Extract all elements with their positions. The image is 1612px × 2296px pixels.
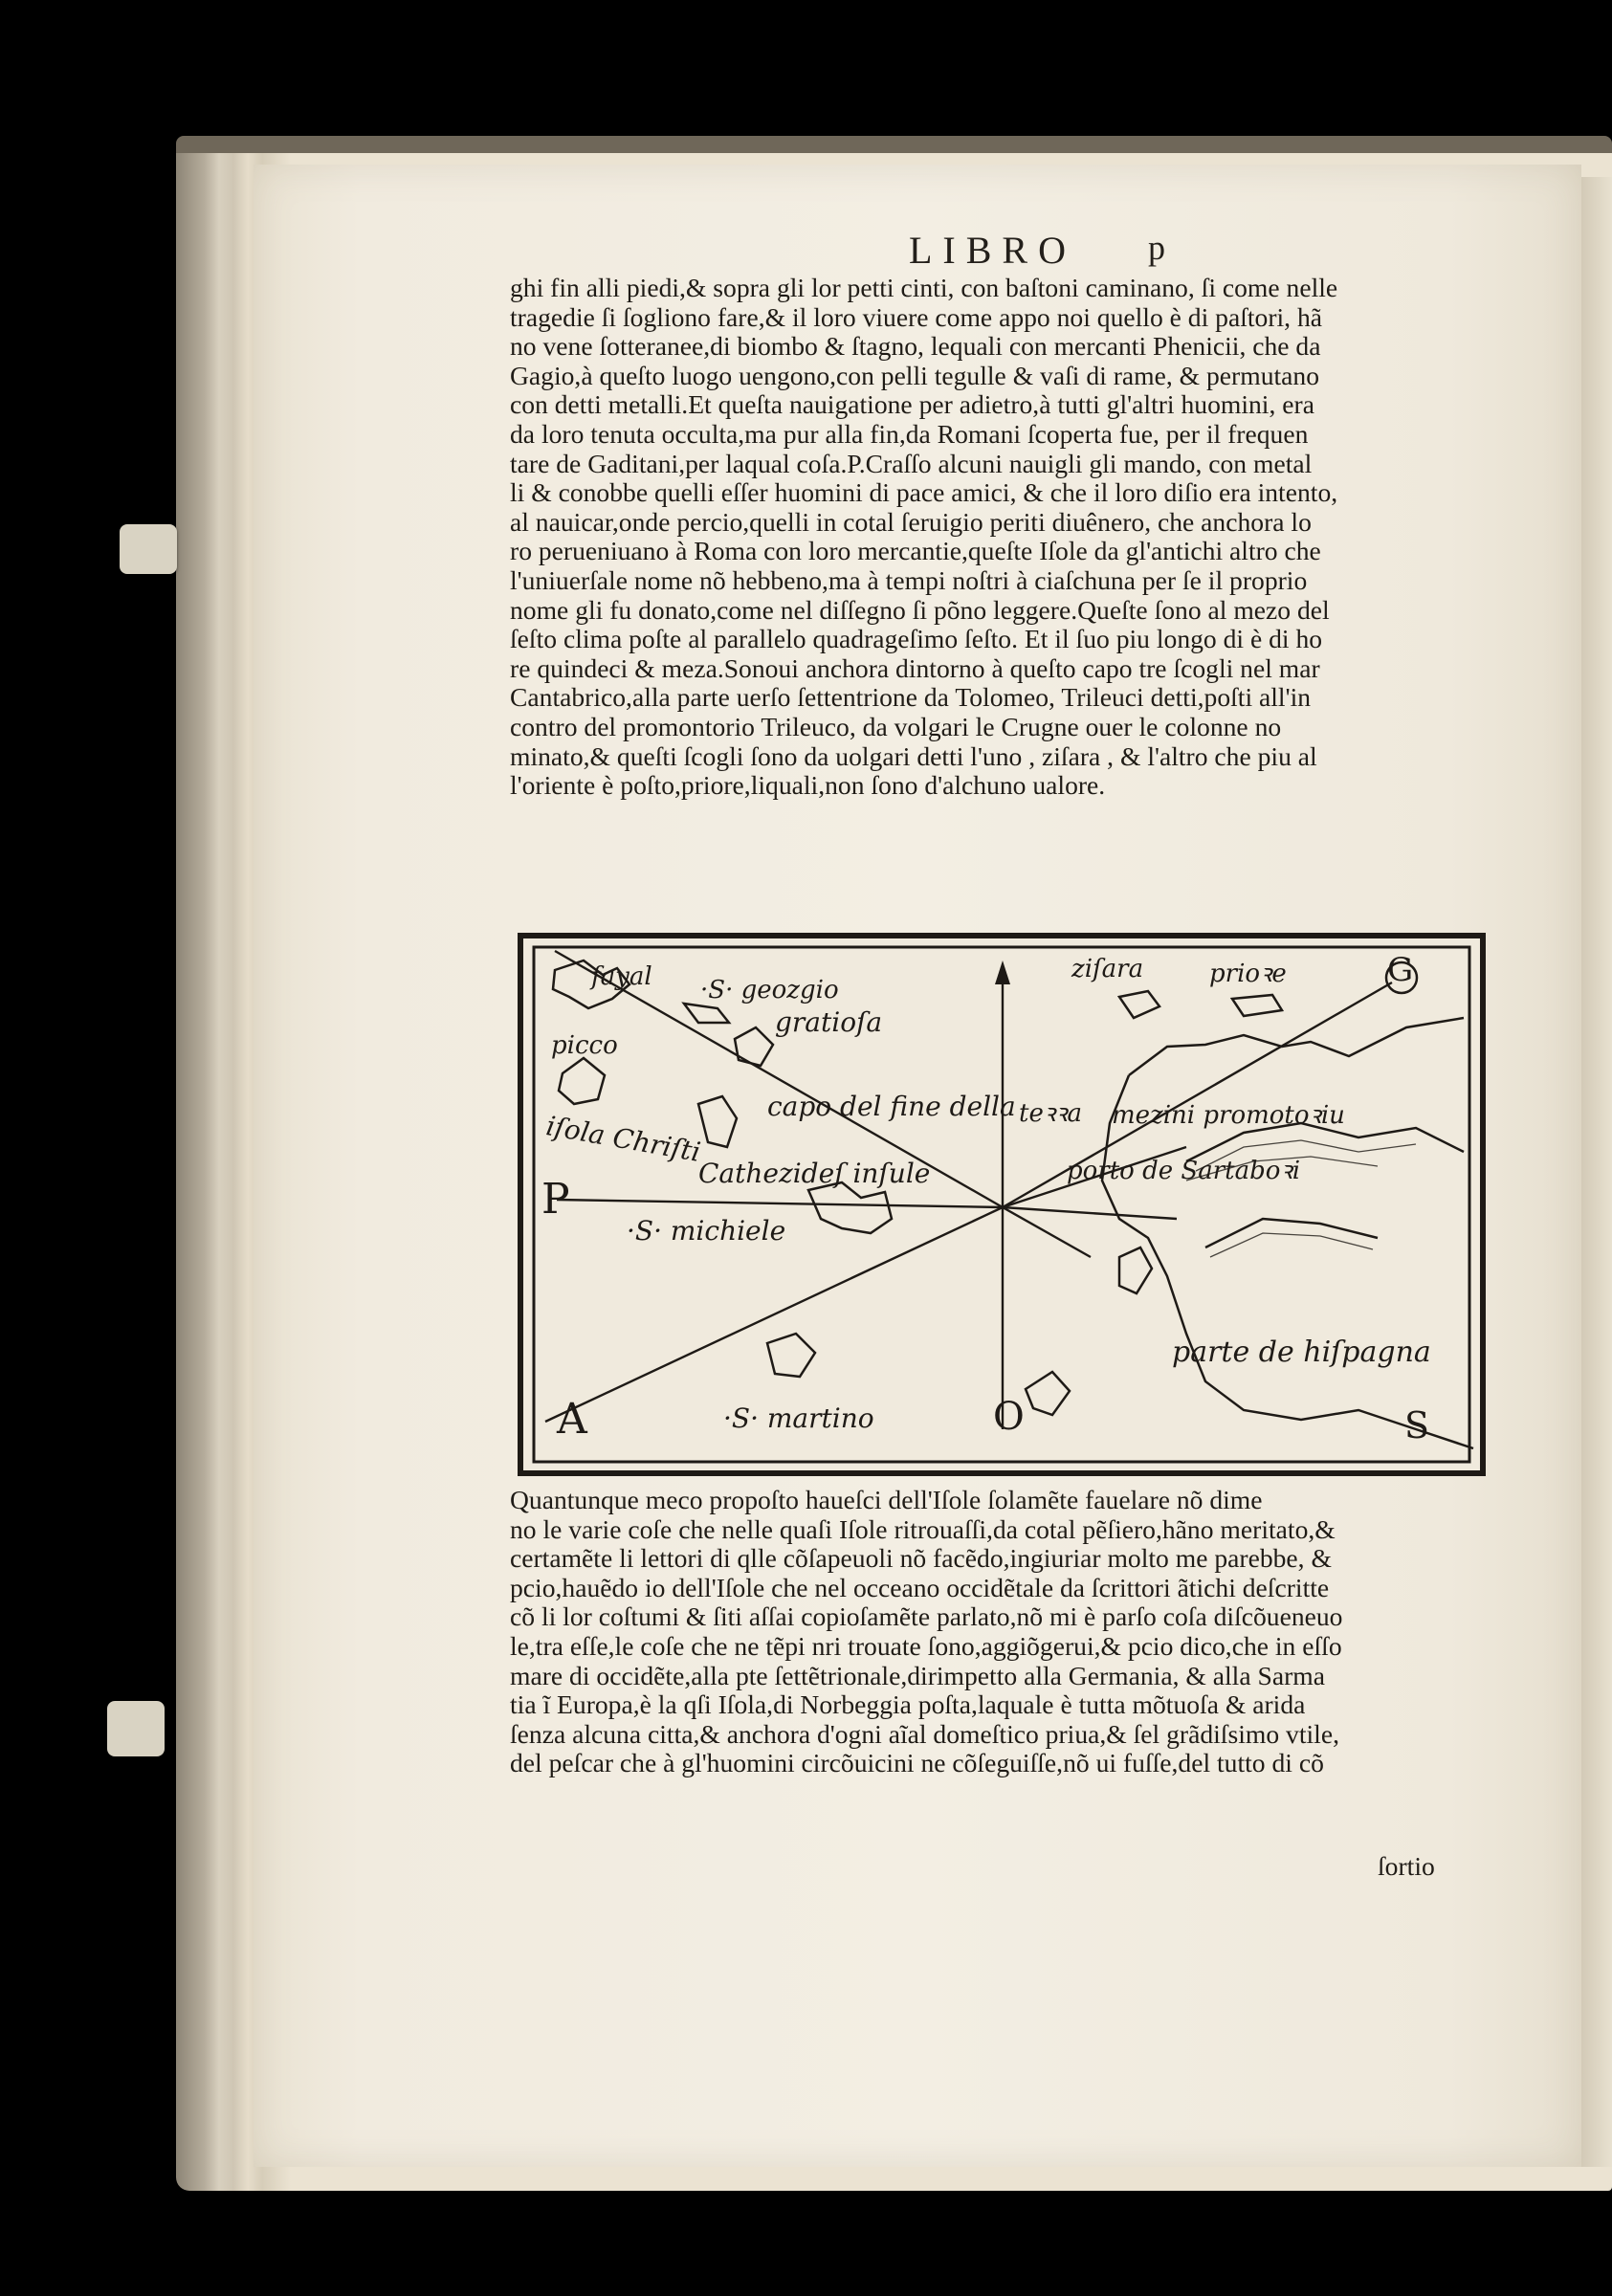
label-terra: teꝛꝛa <box>1019 1099 1082 1128</box>
text-line: Cantabrico,alla parte uerſo ſettentrione da Tolomeo, Trileuci detti,poſti all'in <box>510 682 1312 713</box>
paragraph-2 <box>510 1486 1486 1778</box>
compass-a: A <box>557 1395 587 1444</box>
label-zisara: ziſara <box>1071 955 1144 983</box>
label-s-michiele: ·S· michiele <box>627 1215 786 1247</box>
running-head: LIBRO <box>909 229 1076 272</box>
text-line: al nauicar,onde percio,quelli in cotal ſeruigio periti diuênero, che anchora lo <box>510 506 1312 537</box>
corner-letter: p <box>1148 229 1165 267</box>
paragraph-1 <box>510 274 1486 801</box>
label-gratiosa: gratioſa <box>775 1006 883 1038</box>
label-s-martino: ·S· martino <box>723 1402 874 1434</box>
label-cathezides: Cathezideſ inſule <box>698 1158 931 1189</box>
compass-g: G <box>1387 951 1414 989</box>
text-line: Quantunque meco propoſto haueſci dell'Iſole ſolamẽte fauelare nõ dime <box>510 1485 1263 1514</box>
label-isola-christi: iſola Chriſti <box>543 1110 703 1168</box>
label-capo: capo del fine della <box>767 1091 1016 1122</box>
text-line: mare di occidẽte,alla pte ſettẽtrionale,dirimpetto alla Germania, & alla Sarma <box>510 1660 1325 1690</box>
text-line: l'uniuerſale nome nõ hebbeno,ma à tempi noſtri à ciaſchuna per ſe il proprio <box>510 564 1308 595</box>
paper-tab-lower <box>107 1701 165 1756</box>
text-line: da loro tenuta occulta,ma pur alla fin,da Romani ſcoperta fue, per il frequen <box>510 418 1309 449</box>
label-s-georgio: ·S· geozgio <box>700 976 839 1004</box>
text-line: l'oriente è poſto,priore,liquali,non ſono d'alchuno ualore. <box>510 770 1106 801</box>
text-line: del peſcar che à gl'huomini circõuicini ne cõſeguiſſe,nõ ui fuſſe,del tutto di cõ <box>510 1748 1324 1778</box>
text-line: ro perueniuano à Roma con loro mercantie,queſte Iſole da gl'antichi altro che <box>510 536 1321 566</box>
text-line: certamẽte li lettori di qlle cõſapeuoli nõ facẽdo,ingiuriar molto me parebbe, & <box>510 1543 1332 1574</box>
text-line: no vene ſotteranee,di biombo & ſtagno, lequali con mercanti Phenicii, che da <box>510 331 1321 362</box>
text-line: ghi fin alli piedi,& sopra gli lor petti cinti, con baſtoni caminano, ſi come nelle <box>510 273 1338 302</box>
text-line: le,tra eſſe,le coſe che ne tẽpi nri trouate ſono,aggiõgerui,& pcio dico,che in eſſo <box>510 1630 1342 1661</box>
text-line: cõ li lor coſtumi & ſiti aſſai copioſamẽte parlato,nõ mi è parſo coſa diſcõueneuo <box>510 1601 1343 1632</box>
text-line: tragedie ſi ſogliono fare,& il loro viuere come appo noi quello è di paſtori, hã <box>510 301 1323 332</box>
compass-o: O <box>993 1395 1025 1439</box>
text-line: tare de Gaditani,per laqual coſa.P.Craſſo alcuni nauigli gli mando, con metal <box>510 448 1313 478</box>
text-line: contro del promontorio Trileuco, da volgari le Crugne ouer le colonne no <box>510 711 1282 741</box>
compass-p: P <box>541 1175 570 1224</box>
label-fayal: fayal <box>591 962 652 991</box>
catchword: ſortio <box>1378 1851 1435 1881</box>
text-line: nome gli fu donato,come nel diſſegno ſi põno leggere.Queſte ſono al mezo del <box>510 594 1330 625</box>
compass-s: S <box>1404 1404 1430 1446</box>
label-parte-hispagna: parte de hiſpagna <box>1172 1336 1431 1369</box>
paper-tab-upper <box>120 524 177 574</box>
text-line: re quindeci & meza.Sonoui anchora dintorno à queſto capo tre ſcogli nel mar <box>510 652 1320 683</box>
woodcut-map <box>517 932 1487 1477</box>
label-picco: picco <box>551 1031 618 1060</box>
text-line: tia ĩ Europa,è la qſi Iſola,di Norbeggia poſta,laquale è tutta mõtuoſa & arida <box>510 1689 1306 1720</box>
text-line: ſenza alcuna citta,& anchora d'ogni aĩal domeſtico priua,& ſel grãdiſsimo vtile, <box>510 1718 1339 1749</box>
label-priore: prioꝛe <box>1209 960 1287 988</box>
text-line: Gagio,à queſto luogo uengono,con pelli tegulle & vaſi di rame, & permutano <box>510 360 1320 390</box>
book-top-edge <box>176 136 1612 153</box>
label-porto: porto de Sartaboꝛi <box>1067 1157 1301 1185</box>
text-line: ſeſto clima poſte al parallelo quadrageſimo ſeſto. Et il ſuo piu longo di è di ho <box>510 624 1323 654</box>
text-line: minato,& queſti ſcogli ſono da uolgari detti l'uno , ziſara , & l'altro che piu al <box>510 740 1317 771</box>
facing-page-edge <box>1580 177 1612 2167</box>
text-line: li & conobbe quelli eſſer huomini di pace amici, & che il loro diſio era intento, <box>510 477 1338 508</box>
label-mezini-promotorio: mezini promotoꝛiu <box>1112 1101 1345 1130</box>
text-line: no le varie coſe che nelle quaſi Iſole ritrouaſſi,da cotal pẽſiero,hãno meritato,& <box>510 1513 1336 1544</box>
text-line: pcio,hauẽdo io dell'Iſole che nel occeano occidẽtale da ſcrittori ãtichi deſcritte <box>510 1572 1330 1602</box>
text-line: con detti metalli.Et queſta nauigatione per adietro,à tutti gl'altri huomini, era <box>510 389 1314 420</box>
